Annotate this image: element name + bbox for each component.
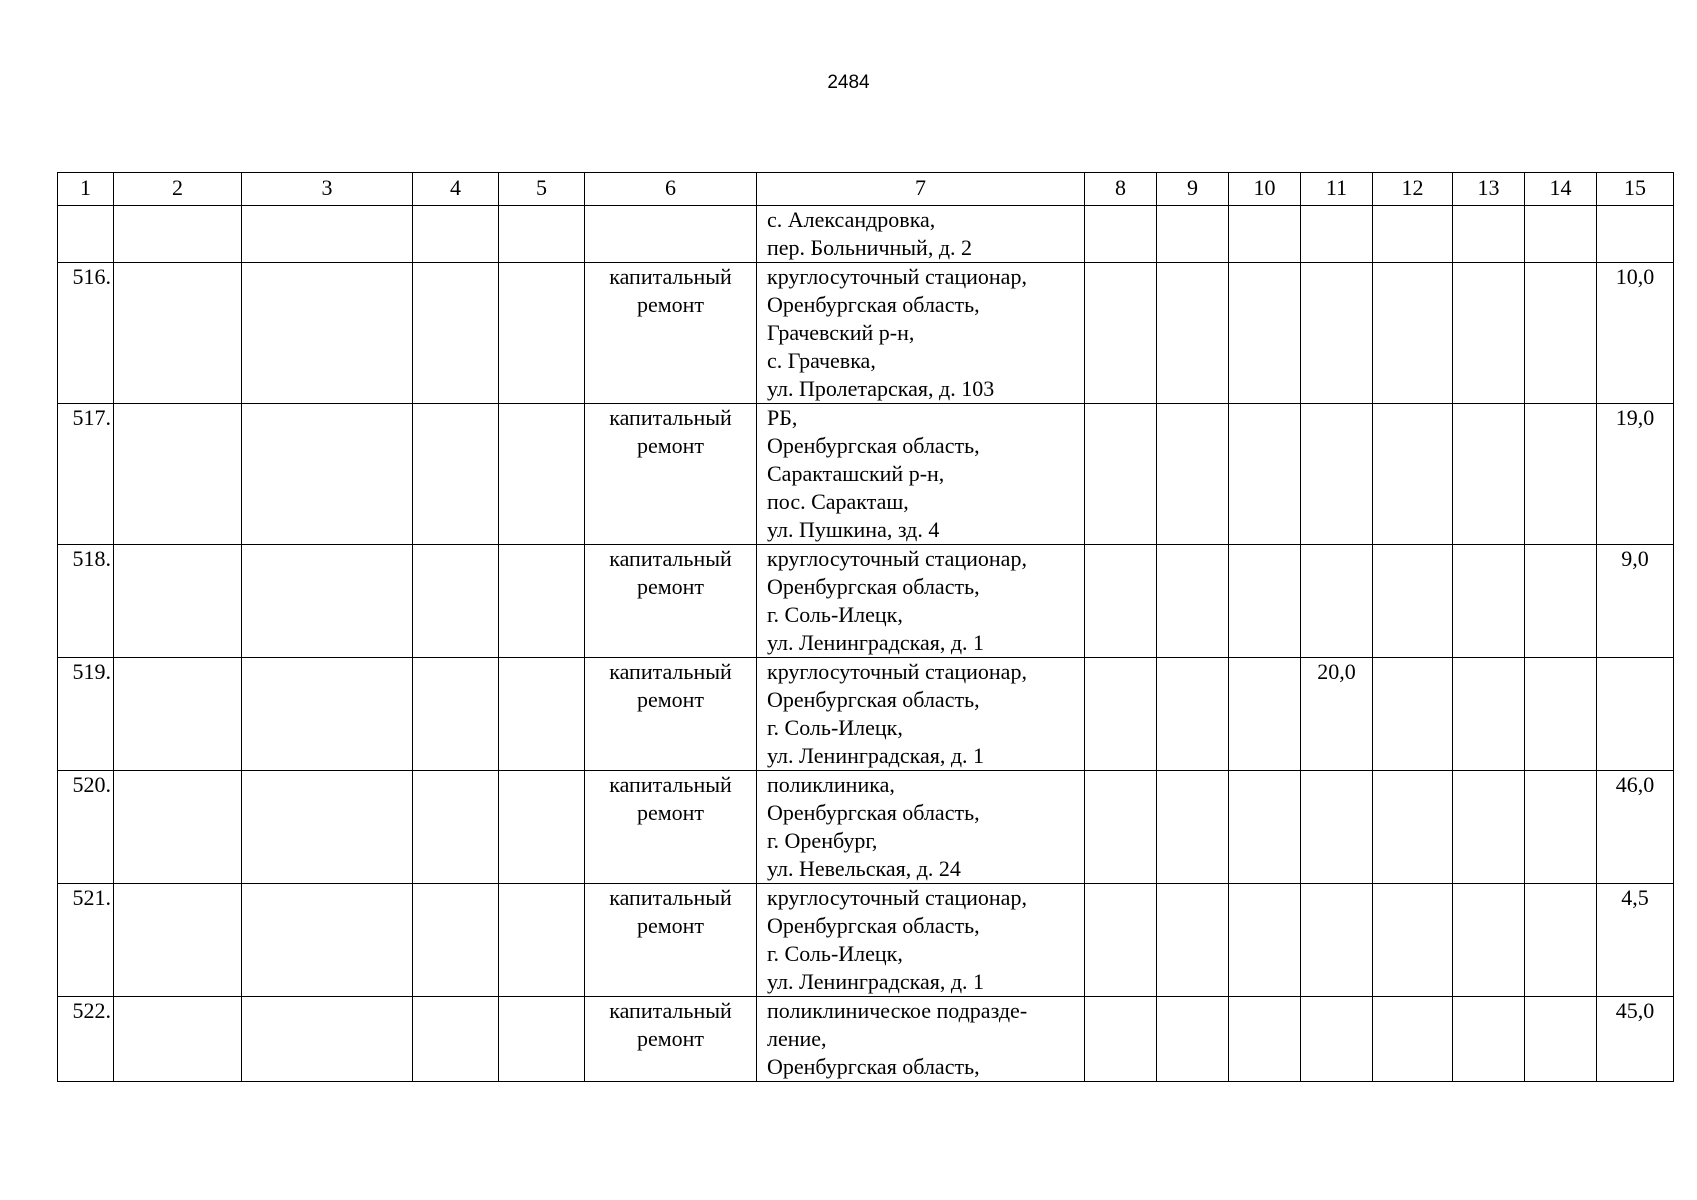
column-header-12: 12 — [1373, 173, 1453, 206]
empty-cell — [1229, 997, 1301, 1082]
column-header-7: 7 — [757, 173, 1085, 206]
empty-cell — [413, 263, 499, 404]
empty-cell — [1525, 658, 1597, 771]
column-11-value — [1301, 771, 1373, 884]
empty-cell — [1085, 263, 1157, 404]
empty-cell — [499, 884, 585, 997]
facility-address-cell: РБ, Оренбургская область, Саракташский р-н, пос. Саракташ, ул. Пушкина, зд. 4 — [757, 404, 1085, 545]
empty-cell — [114, 884, 242, 997]
empty-cell — [1525, 263, 1597, 404]
empty-cell — [242, 206, 413, 263]
empty-cell — [1229, 658, 1301, 771]
column-header-15: 15 — [1597, 173, 1674, 206]
empty-cell — [242, 997, 413, 1082]
table-row — [58, 997, 1674, 1082]
column-15-value — [1597, 658, 1674, 771]
row-number: 516. — [58, 263, 114, 404]
empty-cell — [1229, 206, 1301, 263]
column-11-value — [1301, 545, 1373, 658]
empty-cell — [1373, 884, 1453, 997]
column-header-8: 8 — [1085, 173, 1157, 206]
table-row — [58, 884, 1674, 997]
empty-cell — [1157, 545, 1229, 658]
facility-address-cell: поликлиническое подразде- ление, Оренбургская область, — [757, 997, 1085, 1082]
facility-address-cell: с. Александровка, пер. Больничный, д. 2 — [757, 206, 1085, 263]
empty-cell — [1229, 263, 1301, 404]
table-row — [58, 263, 1674, 404]
empty-cell — [1453, 263, 1525, 404]
column-11-value — [1301, 404, 1373, 545]
empty-cell — [1085, 884, 1157, 997]
row-number: 521. — [58, 884, 114, 997]
empty-cell — [114, 404, 242, 545]
column-header-2: 2 — [114, 173, 242, 206]
column-11-value — [1301, 884, 1373, 997]
row-number: 517. — [58, 404, 114, 545]
column-15-value: 46,0 — [1597, 771, 1674, 884]
empty-cell — [1085, 771, 1157, 884]
work-type-cell — [585, 206, 757, 263]
column-11-value — [1301, 263, 1373, 404]
register-table — [57, 172, 1674, 1082]
column-header-1: 1 — [58, 173, 114, 206]
column-header-3: 3 — [242, 173, 413, 206]
empty-cell — [242, 884, 413, 997]
table-row — [58, 545, 1674, 658]
facility-address-cell: круглосуточный стационар, Оренбургская область, г. Соль-Илецк, ул. Ленинградская, д. 1 — [757, 884, 1085, 997]
empty-cell — [242, 771, 413, 884]
empty-cell — [114, 771, 242, 884]
facility-address-cell: круглосуточный стационар, Оренбургская область, г. Соль-Илецк, ул. Ленинградская, д. 1 — [757, 545, 1085, 658]
empty-cell — [1373, 658, 1453, 771]
empty-cell — [413, 997, 499, 1082]
empty-cell — [1453, 771, 1525, 884]
empty-cell — [114, 997, 242, 1082]
empty-cell — [1373, 206, 1453, 263]
column-11-value — [1301, 206, 1373, 263]
work-type-cell: капитальный ремонт — [585, 545, 757, 658]
page-number: 2484 — [827, 72, 870, 93]
empty-cell — [1229, 404, 1301, 545]
empty-cell — [1373, 997, 1453, 1082]
empty-cell — [114, 263, 242, 404]
header-row — [58, 173, 1674, 206]
work-type-cell: капитальный ремонт — [585, 404, 757, 545]
empty-cell — [413, 206, 499, 263]
table-row — [58, 206, 1674, 263]
work-type-cell: капитальный ремонт — [585, 884, 757, 997]
column-11-value — [1301, 997, 1373, 1082]
row-number: 520. — [58, 771, 114, 884]
facility-address-cell: поликлиника, Оренбургская область, г. Оренбург, ул. Невельская, д. 24 — [757, 771, 1085, 884]
empty-cell — [1229, 545, 1301, 658]
empty-cell — [1085, 545, 1157, 658]
empty-cell — [499, 545, 585, 658]
empty-cell — [242, 404, 413, 545]
row-number: 518. — [58, 545, 114, 658]
empty-cell — [1229, 771, 1301, 884]
empty-cell — [1157, 658, 1229, 771]
facility-address-cell: круглосуточный стационар, Оренбургская область, Грачевский р-н, с. Грачевка, ул. Пролетарская, д. 103 — [757, 263, 1085, 404]
row-number — [58, 206, 114, 263]
column-header-5: 5 — [499, 173, 585, 206]
empty-cell — [1373, 404, 1453, 545]
column-header-13: 13 — [1453, 173, 1525, 206]
empty-cell — [1085, 658, 1157, 771]
empty-cell — [114, 658, 242, 771]
empty-cell — [1525, 206, 1597, 263]
empty-cell — [499, 771, 585, 884]
column-header-10: 10 — [1229, 173, 1301, 206]
row-number: 519. — [58, 658, 114, 771]
work-type-cell: капитальный ремонт — [585, 771, 757, 884]
column-15-value: 19,0 — [1597, 404, 1674, 545]
table-row — [58, 404, 1674, 545]
empty-cell — [1085, 206, 1157, 263]
empty-cell — [413, 771, 499, 884]
empty-cell — [1453, 997, 1525, 1082]
empty-cell — [1157, 771, 1229, 884]
empty-cell — [1525, 997, 1597, 1082]
empty-cell — [114, 206, 242, 263]
empty-cell — [1453, 658, 1525, 771]
column-15-value: 4,5 — [1597, 884, 1674, 997]
empty-cell — [1157, 404, 1229, 545]
empty-cell — [242, 545, 413, 658]
column-15-value: 10,0 — [1597, 263, 1674, 404]
column-11-value: 20,0 — [1301, 658, 1373, 771]
empty-cell — [1373, 263, 1453, 404]
empty-cell — [499, 997, 585, 1082]
empty-cell — [1525, 404, 1597, 545]
empty-cell — [1453, 545, 1525, 658]
empty-cell — [499, 263, 585, 404]
work-type-cell: капитальный ремонт — [585, 997, 757, 1082]
row-number: 522. — [58, 997, 114, 1082]
empty-cell — [413, 545, 499, 658]
empty-cell — [1157, 263, 1229, 404]
empty-cell — [413, 658, 499, 771]
column-15-value: 45,0 — [1597, 997, 1674, 1082]
column-15-value: 9,0 — [1597, 545, 1674, 658]
empty-cell — [242, 658, 413, 771]
empty-cell — [1157, 884, 1229, 997]
empty-cell — [114, 545, 242, 658]
empty-cell — [1373, 771, 1453, 884]
column-header-11: 11 — [1301, 173, 1373, 206]
empty-cell — [1453, 404, 1525, 545]
empty-cell — [499, 658, 585, 771]
work-type-cell: капитальный ремонт — [585, 263, 757, 404]
column-header-14: 14 — [1525, 173, 1597, 206]
empty-cell — [1157, 997, 1229, 1082]
empty-cell — [242, 263, 413, 404]
facility-address-cell: круглосуточный стационар, Оренбургская область, г. Соль-Илецк, ул. Ленинградская, д. 1 — [757, 658, 1085, 771]
work-type-cell: капитальный ремонт — [585, 658, 757, 771]
column-header-6: 6 — [585, 173, 757, 206]
empty-cell — [1229, 884, 1301, 997]
empty-cell — [1453, 206, 1525, 263]
empty-cell — [1453, 884, 1525, 997]
empty-cell — [499, 206, 585, 263]
column-header-4: 4 — [413, 173, 499, 206]
column-header-9: 9 — [1157, 173, 1229, 206]
empty-cell — [1373, 545, 1453, 658]
empty-cell — [1525, 545, 1597, 658]
empty-cell — [1085, 997, 1157, 1082]
empty-cell — [1525, 884, 1597, 997]
empty-cell — [499, 404, 585, 545]
table-row — [58, 771, 1674, 884]
empty-cell — [1157, 206, 1229, 263]
column-15-value — [1597, 206, 1674, 263]
empty-cell — [1525, 771, 1597, 884]
table-row — [58, 658, 1674, 771]
empty-cell — [413, 884, 499, 997]
empty-cell — [413, 404, 499, 545]
empty-cell — [1085, 404, 1157, 545]
